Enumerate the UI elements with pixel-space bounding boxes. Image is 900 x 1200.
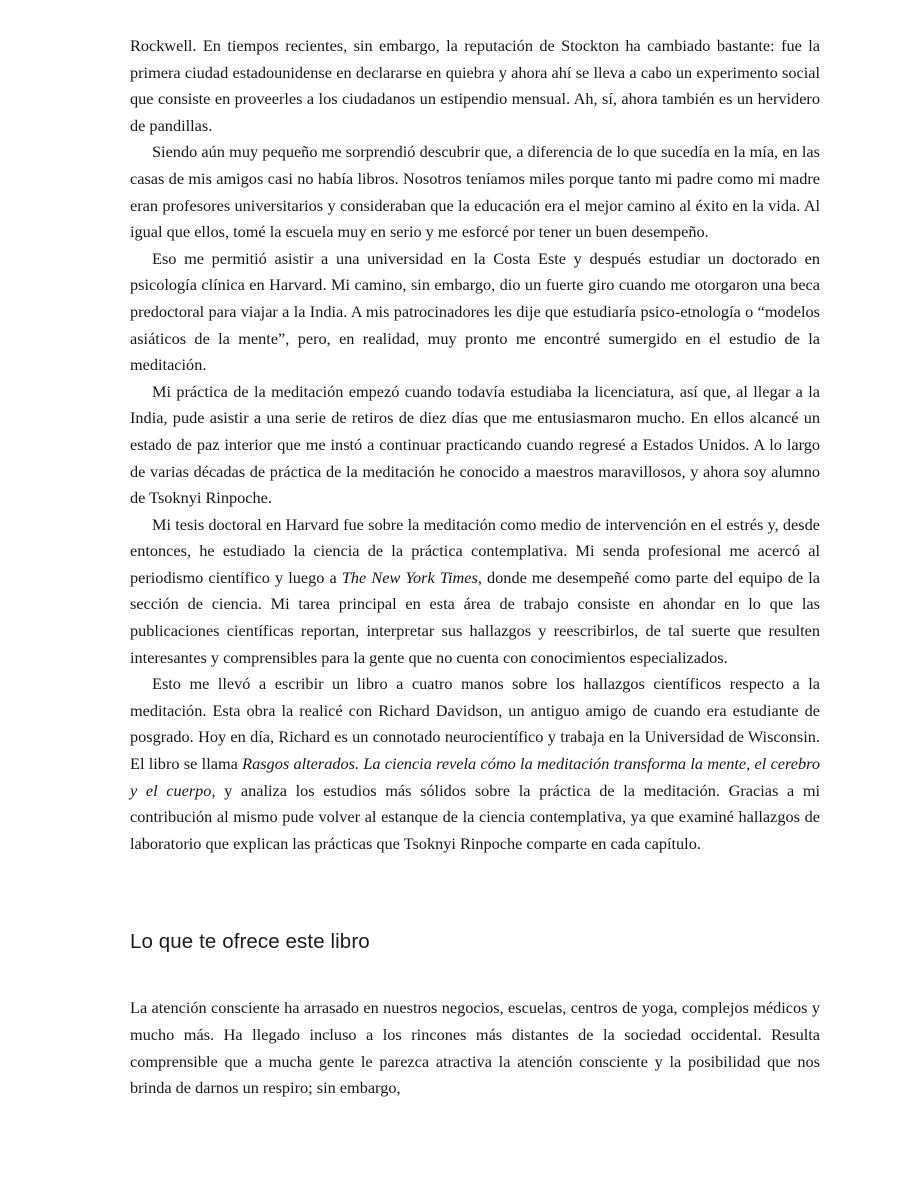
text-run: , donde me desempeñé como parte del equipo de la sección de ciencia. Mi tarea principal en esta área de trabajo consiste en ahondar en lo que las publicaciones científicas reportan, interpretar sus hallazgos y reescribirlos, de tal suerte que resulten interesantes y comprensibles para la gente que no cuenta con conocimientos especializados. [130, 567, 820, 667]
paragraph [130, 512, 820, 672]
paragraph [130, 995, 820, 1101]
text-run: Mi práctica de la meditación empezó cuando todavía estudiaba la licenciatura, así que, al llegar a la India, pude asistir a una serie de retiros de diez días que me entusiasmaron mucho. En ellos alcancé un estado de paz interior que me instó a continuar practicando cuando regresé a Estados Unidos. A lo largo de varias décadas de práctica de la meditación he conocido a maestros maravillosos, y ahora soy alumno de Tsoknyi Rinpoche. [130, 381, 820, 508]
paragraph [130, 671, 820, 857]
section-paragraph-group [130, 995, 820, 1101]
italic-title-run: The New York Times [341, 567, 478, 587]
paragraph [130, 379, 820, 512]
text-run: Esto me llevó a escribir un libro a cuatro manos sobre los hallazgos científicos respecto a la meditación. Esta obra la realicé con Richard Davidson, un antiguo amigo de cuando era estudiante de posgrado. Hoy en día, Richard es un connotado neurocientífico y trabaja en la Universidad de Wisconsin. El libro se llama [130, 674, 820, 774]
paragraph [130, 139, 820, 245]
text-run: Rockwell. En tiempos recientes, sin embargo, la reputación de Stockton ha cambiado bastante: fue la primera ciudad estadounidense en declararse en quiebra y ahora ahí se lleva a cabo un experimento social que consiste en proveerles a los ciudadanos un estipendio mensual. Ah, sí, ahora también es un hervidero de pandillas. [130, 36, 820, 135]
paragraph [130, 33, 820, 139]
text-run: La atención consciente ha arrasado en nuestros negocios, escuelas, centros de yoga, complejos médicos y mucho más. Ha llegado incluso a los rincones más distantes de la sociedad occidental. Resulta comprensible que a mucha gente le parezca atractiva la atención consciente y la posibilidad que nos brinda de darnos un respiro; sin embargo, [130, 998, 820, 1098]
section-heading-block [130, 929, 820, 955]
body-paragraph-group [130, 33, 820, 857]
italic-title-run: Rasgos alterados. La ciencia revela cómo la meditación transforma la mente, el cerebro y el cuerpo [130, 754, 820, 800]
section-heading: Lo que te ofrece este libro [130, 930, 370, 954]
text-run: Mi tesis doctoral en Harvard fue sobre la meditación como medio de intervención en el estrés y, desde entonces, he estudiado la ciencia de la práctica contemplativa. Mi senda profesional me acercó al periodismo científico y luego a [130, 514, 820, 587]
text-run: , y analiza los estudios más sólidos sobre la práctica de la meditación. Gracias a mi contribución al mismo pude volver al estanque de la ciencia contemplativa, ya que examiné hallazgos de laboratorio que explican las prácticas que Tsoknyi Rinpoche comparte en cada capítulo. [130, 780, 821, 853]
text-column [130, 33, 820, 1102]
text-run: Siendo aún muy pequeño me sorprendió descubrir que, a diferencia de lo que sucedía en la mía, en las casas de mis amigos casi no había libros. Nosotros teníamos miles porque tanto mi padre como mi madre eran profesores universitarios y consideraban que la educación era el mejor camino al éxito en la vida. Al igual que ellos, tomé la escuela muy en serio y me esforcé por tener un buen desempeño. [130, 142, 820, 242]
paragraph [130, 246, 820, 379]
text-run: Eso me permitió asistir a una universidad en la Costa Este y después estudiar un doctorado en psicología clínica en Harvard. Mi camino, sin embargo, dio un fuerte giro cuando me otorgaron una beca predoctoral para viajar a la India. A mis patrocinadores les dije que estudiaría psico-etnología o “modelos asiáticos de la mente”, pero, en realidad, muy pronto me encontré sumergido en el estudio de la meditación. [130, 248, 820, 375]
